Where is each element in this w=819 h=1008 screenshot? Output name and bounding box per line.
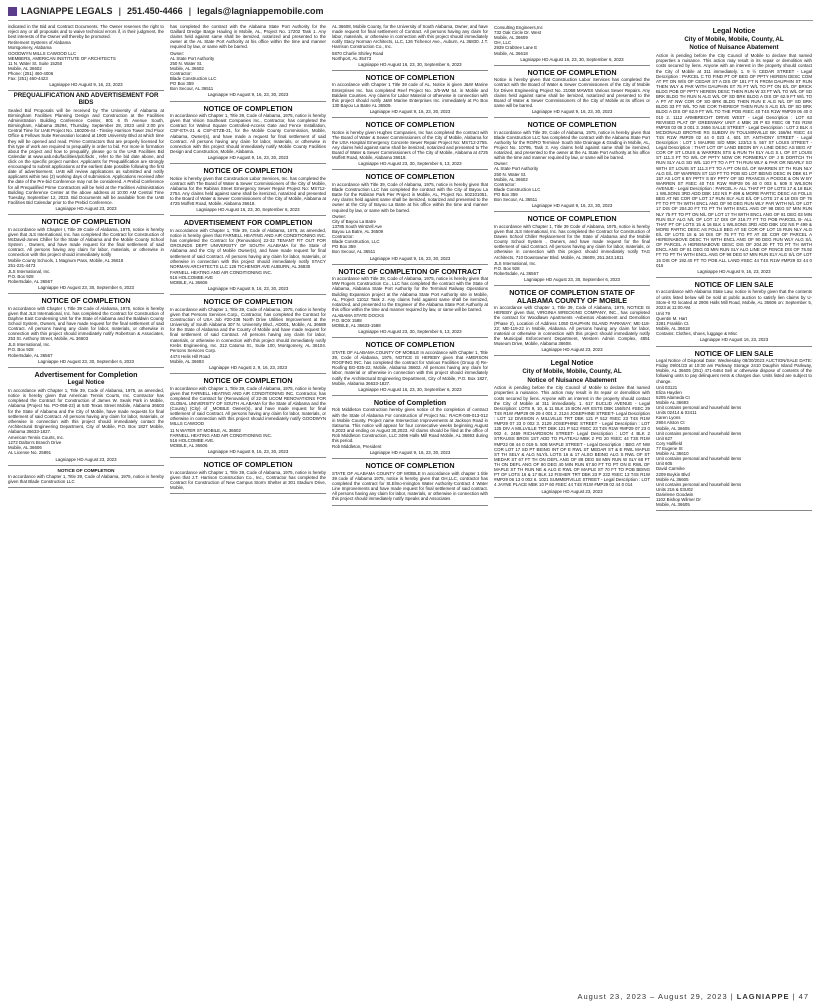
legal-notice [332, 74, 488, 114]
notice-title: NOTICE OF COMPLETION [203, 297, 293, 307]
notice-body: Action is pending before the City Council of Mobile to declare that named properties a nuisance. This action may result in its repair or demolition with costs secured by liens. Anyone with an interest in the property should contact the City of Mobile at 311 immediately. 1. 617 EUCLID AVENUE - Legal Description: LOTS 9, 10, & 11 BLK 15 BON AIR ESTS DBK 156/574 #SEC 29 T4S R1W #MP29 09 29 4 001 2. 2124 JOSEPHINE STREET- Legal Description : LOT 12 DIVISION A MILLVILLE TRT DBK 121 P 512 #SEC 23 T4S R1W #MP29 07 23 0 002 3. 2129 JOSEPHINE STREET - Legal Description : LOT 125 DIV A MILLVILLE TRT DBK 121 P 512 #SEC 23 T4S R1W #MP29 07 23 0 002 4. 2459 RICHARDSON STREET- Legal Description : LOT 4 BLK 2 STRAUSS BROS 1ST ADD TO PLATEAU MBK 2 PG 20 #SEC 44 T3S R1W #MP22 08 44 0 019 5. 508 MAPLE STREET - Legal Description : BEG AT NW COR LOT 17 SD PT BEING INT OF E RWL ST MEDAR ST & E RWL MAPLE ST TH SELY & ALG NLY/L LOTS 16 & 17 ALSO BEING ALG S RWL OF ST MEDAR ST 67 FT TH ON DEFL ANG OF 88 DEG 58 MIN RUN W SLY 68 FT TH ON DEFL ANG OF 90 DEG 40 MIN RUN 67.50 FT TO PT ON E RWL OF MAPLE ST TH RUN NE & ALG E RWL OF MAPLE ST 70 FT TO POB BEING PT OF LOTS 16 & 17 BLK 12 FISHER TRT DBK 23 P 232 #SEC 13 T4S R1W #MP29 06 13 0 002 6. 1021 SUMMERVILLE STREET - Legal Description : LOT 4 JAYNE PLACE MBK 10 P 60 #SEC 44 T4S R1W #MP29 02 44 0 014 [494, 385, 650, 488]
notice-divider [170, 163, 326, 164]
notice-divider [494, 497, 650, 498]
notice-body: indicated in the Bid and Contract Documents. The Owner reserves the right to reject any or all proposals and to waive technical errors if, in their judgment, the best interests of the Owner will thereby be promoted. [8, 24, 164, 40]
legal-notice [494, 289, 650, 352]
notice-divider [332, 505, 488, 506]
notice-divider [332, 264, 488, 265]
notice-body: Notice is hereby given that Construction Labor Services, Inc. has completed the contract with The Board of Water & Sewer Commissioners of the City of Mobile, Alabama for the Rabiran Street Emergency Sewer Repair Project No: MS712-2754. Any claims held against same shall be itemized, notarized and presented to the Board of Water & Sewer Commissioners of the City of Mobile, Alabama at 4725 Moffett Road, Mobile, Alabama 36618. [170, 175, 326, 207]
legal-notice [170, 298, 326, 370]
notice-subtitle: City of Mobile, Mobile, County, AL [522, 367, 622, 375]
notice-subtitle: Notice of Nuisance Abatement [689, 44, 779, 52]
legal-notice-columns [8, 24, 813, 982]
legal-notice [332, 121, 488, 166]
notice-address: JLS International, Inc. P.O. Box 928 Robertsdale, AL 36567 [8, 342, 53, 358]
notice-divider [332, 70, 488, 71]
publication-line: Lagniappe HD August 9, 16, 23, 30, 2023 [531, 108, 613, 114]
notice-title: Legal Notice [712, 26, 756, 35]
legal-notice [494, 359, 650, 493]
header-separator: | [118, 6, 122, 17]
legal-notice [494, 69, 650, 114]
publication-line: Lagniappe HD August 23, 30, September 6, 2023 [38, 358, 134, 364]
notice-title: NOTICE OF COMPLETION [203, 103, 293, 113]
notice-address: Retirement Systems of Alabama Montgomery, Alabama GOODWYN MILLS CAWOOD LLC MEMBERS, AMERICAN INSTITUTE OF ARCHITECTS 11 N. Water St. Suite 15250 Mobile, AL 36602 Phone: (251) 460-4006 Fax: (251) 460-4423 [8, 40, 116, 82]
publication-line: Lagniappe HD August 23, 30, September 6, 2023 [524, 276, 620, 282]
publication-line: Lagniappe HD August 9, 16, 23, 30, 2023 [207, 286, 289, 292]
notice-body: STATE OF ALABAMA COUNTY OF MOBILE In accordance with chapter 1 title 39 code of Alabama 1975, notice is hereby given that GH,LLC, contractor has completed the contract for St.Elmo-Irvington Water Authority-Contract 4 Water Line Improvements and have made request for final settlement of said contract. All persons having any claim for labor, materials, or otherwise in connection with this project should immediately notify Speaks and Associates [332, 470, 488, 502]
notice-title: NOTICE OF COMPLETION [527, 120, 617, 130]
notice-divider [8, 90, 164, 91]
notice-body: In accordance with Chapter 1, Title 39 Code of Alabama, 1975, notice is hereby given that JLS International, Inc. has completed the Contract for Construction of Dawes School Chiller Replacement for the State of Alabama and the Mobile County School System , Owners, and have made request for the final settlement of said Contract. All persons having any claim for labor, materials, or otherwise in connection with this project should immediately notify TAG Architects, 710 Downtowner Blvd. Mobile, AL 36609, 251.343.1811 [494, 223, 650, 260]
notice-body: In accordance with Title 39, Code of Alabama, 1975, notice is hereby given that MW Rogers Construction Co., LLC has completed the contract with the State of Alabama, Alabama State Port Authority for the Terminal Railway Operations Building Expansion project at the Alabama State Port Authority site in Mobile, AL, Project 11012 Task 2. Any claims held against same shall be itemized, notarized, and presented to the Engineer of the Alabama State Port Authority at this office within the time and manner required by law, or same will be barred. [332, 276, 488, 312]
legal-notice [332, 341, 488, 391]
publication-line: Lagniappe HD August 9, 16, 23, 2023 [49, 82, 123, 88]
notice-body: has completed the contract with the Alabama State Port Authority for the Gaillard Dredge Barge Hauling in Mobile, AL, Project No. 17202 Task 1. Any claims held against same shall be itemized, notarized and presented to the owner at the AL State Port Authority at his office within the time and manner required by law, or same with be barred. [170, 24, 326, 50]
notice-address: Unit 03121 Eliza Hayden 5205 Alameda Ct Mobile AL 36693 Unit contains personal and household items Units 02414 & 02411 Karen Lyons 2904 Alston Ct Mobile, AL 36605 Unit contains personal and household items Unit 627 Cory Hallfield 77 Eugene St Mobile AL 36610 Unit contains personal and household items Unit 605 David Carmike 2209 Boykin Blvd Mobile AL 36605 Unit contains personal and household items Units 216 & 03U02 Darielene Goodwin 1102 Bishop Wilmer Dr Mobile, AL 36605 [656, 384, 742, 508]
publication-line: Lagniappe HD August 23, 30, September 6, 2023 [38, 284, 134, 290]
notice-address: Owner: AL State Port Authority 250 N. Water St. Mobile, AL 36602 Contractor: Blade Construction LLC PO Box 359 Bon Secour, AL 36511 [170, 50, 217, 92]
publication-line: Lagniappe HD August 23, 2023 [541, 347, 603, 353]
notice-body: AL 36608, Mobile County, for the University of South Alabama, Owner, and have made request for final settlement of Contract. All persons having any claim for labor, materials, or otherwise in connection with this project should immediately notify Stacy Norman Architects, LLC, 126 Tichenor Ave., Auburn, AL 36830. J.T. Harrison Construction Co., Inc. [332, 24, 488, 50]
page-header [8, 4, 813, 19]
page-footer: August 23, 2023 – August 29, 2023 | LAGNIAPPE | 47 [577, 992, 809, 1002]
notice-body: STATE OF ALABAMA COUNTY OF MOBILE In accordance with Chapter 1, Title 39, Code of Alabama, 1975, NOTICE IS HEREBY given that AMERSON ROOFING INC. has completed the contract for Various Facilities (Group 4) Re-Roofing BG-035-22, Mobile, Alabama 36602. All persons having any claim for labor, material or otherwise in connection with this project should immediately notify the Architectural Engineering Department, City of Mobile, P.O. Box 1827, Mobile, Alabama 36633-1827. [332, 349, 488, 386]
header-phone: 251.450-4466 [127, 6, 183, 17]
notice-body: Rob Middleton Construction hereby gives notice of the completion of contract with the State of Alabama For construction of Project No.: RACR-049-013-012 in Mobile County. Project name Intersection Improvements at Jackson Road in Satsuma. This notice will appear for four consecutive weeks beginning August 9,2023 and ending on August 30,2023. All claims should be filed at the office of Rob Middleton Construction, LLC 3496 Halls Mill Road Mobile, AL 36693 during this period. [332, 407, 488, 444]
notice-body: In accordance with Chapter I, Title 39 Code of Alabama, 1975, notice is hereby given that JLS International, Inc. has completed the Contract for Construction of McDavid-Jones Chiller for the State of Alabama and the Mobile County School System , Owners, and have made request for the final settlement of said contract. All persons having any claim for labor, materials, or otherwise in connection with this project should immediately notify [8, 226, 164, 258]
notice-body: Legal Notice of Disposal Date: Wednesday 08/30/2023 AUCTION/SALE DATE: Friday 09/01/23 at 10:30 am Parkway Storage 2410 Dauphin Island Parkway, Mobile, AL 36605 (251) 471-6464 Sell or otherwise dispose of contents of the following units to pay delinquent rents & charges due. Units listed are subject to change. [656, 358, 812, 384]
notice-divider [332, 458, 488, 459]
publication-line: Lagniappe HD August 16, 23, 2023 [699, 337, 769, 343]
legal-notice [332, 173, 488, 260]
notice-address: Consulting Engineers,Inc 732 Oak Circle Dr. West Mobile, AL 36609 GH, LLC 2939 Crabtree Lane E Mobile, AL 36618 [494, 25, 543, 56]
legal-notice [170, 167, 326, 212]
footer-brand: LAGNIAPPE [736, 992, 790, 1002]
notice-address: JLS International, Inc. P.O. Box 928 Robertsdale, AL 36567 [494, 260, 539, 276]
publication-line: Lagniappe HD August 16, 23, 30, September 6, 2023 [358, 386, 462, 392]
notice-title: NOTICE OF COMPLETION [365, 172, 455, 182]
section-title: LAGNIAPPE LEGALS [21, 6, 113, 17]
notice-heading: NOTICE OF COMPLETION [57, 467, 115, 473]
notice-body: In accordance with Title 39, Code of Alabama, 1975, notice is hereby given that Blade Construction LLC has completed the contract with the Alabama State Port Authority for the RO/RO Terminal- South Site Drainage & Grading in Mobile, AL, Project No. 10795, Task 3. Any claims held against same shall be itemized, notarized, and presented to the owner at the AL State Port Authority at his office within the time and manner required by law, or same will be barred. [494, 129, 650, 161]
legal-notice [8, 93, 164, 211]
publication-line: Lagniappe HD August 16, 23, 30, September 6, 2023 [196, 207, 300, 213]
notice-divider [656, 346, 812, 347]
publication-line: Lagniappe HD August 9, 16, 23, 30, 2023 [207, 154, 289, 160]
notice-title: NOTICE OF LIEN SALE [694, 348, 774, 358]
notice-divider [494, 355, 650, 356]
notice-subtitle: PREQUALIFICATION AND ADVERTISEMENT FOR BIDS [13, 92, 159, 107]
notice-body: In accordance with Chapter 1 Title 39 code of AL. Notice is given J&W Marine Enterprises Inc. has completed Reef Project No. 2/5-WM 54. in Mobile and Baldwin Counties. Any claims for Labor Material or otherwise in connection with this project should notify J&W Marine Enterprises Inc. immediately at Po Box 130 Bayou La Batre AL 36509. [332, 82, 488, 108]
notice-title: NOTICE OF COMPLETION [527, 67, 617, 77]
notice-address: 5870 Charlie Shirley Road Northport, AL 35473 [332, 50, 384, 61]
notice-title: NOTICE OF COMPLETION [203, 460, 293, 470]
legal-notice [170, 219, 326, 291]
publication-line: Lagniappe HD August 9, 16, 23, 30, 2023 [207, 92, 289, 98]
publication-line: Lagniappe HD August 16, 23, 30, September 6, 2023 [358, 61, 462, 67]
legal-notice [8, 24, 164, 87]
legal-notice [8, 297, 164, 364]
notice-address: Mobile County Schools, 1 Magnum Pass, Mobile, AL 36618 251-221-4473 JLS International, Inc. P.O. Box 928 Robertsdale, AL 36567 [8, 258, 124, 284]
legal-notice [332, 268, 488, 335]
column-2 [170, 24, 326, 982]
header-email: legals@lagniappemobile.com [197, 6, 324, 17]
notice-divider [494, 117, 650, 118]
legal-notice [494, 121, 650, 208]
notice-body: In accordance with Chapter I, Title 39 Code of Alabama, 1975, notice is hereby given that JLS International, Inc. has completed the Contract for Construction of Daphne East Condensing Unit for the State of Alabama and the Baldwin County School System, Owners, and have made request for the final settlement of said Contract. All persons having any claim for labor, materials, or otherwise in connection with this project should immediately notify Robertson & Associates, 253 St. Anthony Street, Mobile, AL 36603 [8, 305, 164, 342]
legal-notice [332, 24, 488, 67]
notice-divider [494, 285, 650, 286]
notice-divider [332, 395, 488, 396]
notice-body: Action is pending before the City Council of Mobile to declare that named properties a nuisance. This action may result in its repair or demolition with costs secured by liens. Anyone with an interest in the property should contact the City of Mobile at 311 immediately. 1. 9 ½ CEDAR STREET - Legal Description : PARCEL C TO FIND PT OF BEG OF PPTY HEREIN DESC COM AT PT ON W/S OF CEDAR ST A DIS OF 181 FT N FROM DAUPHIN ST RUN THEN WLY & PAR WITH DAUPHIN ST 75 FT W/L TO PT ON E/L OF BRICK BLDG POB OF PPTY HEREIN DESC THEN RUN W 33 FT W/L TO W/L OF SD BRK BLDG TH RUN N ALG W/L OF SD BRK BLDG A DIS OF 62.9 FT W/L TO A PT AT NW COR OF SD BRK BLDG THEN RUN E ALG N/L OF SD BRK BLDG 33 FT W/L TO NE COR THEREOF THEN RUN S ALG E/L OF SD BRK BLDG A DIS OF 62.9 FT W/L TO THE POB #SEC 40 T4S R1W #MP29 06 40 0 010 2. 1112 ARMBRECHT DRIVE WEST - Legal Description : LOT 63 REVISED PLAT OF GREENWAY UNIT 4 MBK 28 P 83 #SEC 08 T4S R2W #MP28 03 08 3 001 3. 2656 SALLE STREET - Legal Description : LOT 2 BLK 4 MCDONALD BROTHE RS SUBDIV IN TOULMINVILLE BK 156/94 #SEC 44 T4S R1W #MP29 02 44 0 023 4. 601 ST. ANTHONY STREET - Legal Description : LOT 1 MAURIE S/D MBK 123/13 5. 557 ST LOUIS STREET - Legal Description : THAT LOT OF LAND BEGIN BY A LINE DESC AS BEG AT COR OF ST LOUIS & WARREN STS & RUN TH ELY ALG S L OF ST LOUIS ST 111.3 FT TO W/L OF PPTY NOW OR FORMERLY OF J B DORTCH TH RUN SLY ALG SD W/L 110 FT TO A PT TH RUN WLY & PAR OR NEARLY SO WITH ST LOUIS ST 111.3 FT TO A PT ON E/L OF WARREN ST TH RUN NLY ALG E/L OF WARREN ST 110 FT TO POB SD LOT BEING DESC IN DBK 61 P 157 AS LOT 6 BY PPTY S BY PPTY OF SD FRANCIS A POGGE & ON W BY WARREN ST #SEC 40 T4S R1W #MP29 06 40 0 003 6. 609 S WILSON AVENUE - Legal Description : PARCEL A- ALL THAT PT OF LOTS 17 & 18 BLK 1 WILSONS 3RD ADD DBK 102 NS P 499 & MORE PARTIC DESC AS FOLLS BEG AT NE COR OF LOT 17 RUN SLY ALG E/L OF LOTS 17 & 18 DIS OF 75 FT TO PT TH WITH ENCL ANG OF 90 DEG RUN WLY PAR WITH N/L OF LOT 17 DIS OF 204.20 FT TO PT TH WITH ENCL ANG OF 98 DEG 57 MIN RUN NLY 75 FT TO PT ON N/L OF LOT 17 TH WITH ENCL ANG OF 81 DEG 03 MIN RUN ELY ALG N/L OF LOT 17 DIS OF 216.77 FT TO POB PARCEL B- ALL THAT PT OF LOTS 15 & 16 BLK 1 WILSONS 3RD ADD DBK 102 NS P 499 & MORE PARTIC DESC AS FOLLS BEG AT SE COR OF LOT 15 RUN NLY ALG E/L OF LOTS 15 & 16 DIS OF 75 FT TO PT AT SE COR OF PARCEL A HEREINABOVE DESC TH WITH ENCL ANG OF 90 DEG RUN WLY ALG S/L OF PARCEL A HEREINABOVE DESC DIS OF 204.20 FT TO PT TH WITH ENCL ANG OF 81 DEG 03 MIN RUN SLY ALG LINE OF FENCE DIS OF 75.92 FT TO PT TH WITH ENCL ANG OF 98 DEG 57 MIN RUN ELY ALG S/L OF LOT 15 DIS OF 192.40 FT TO POB ALL LAND #SEC 44 T4S R1W #MP29 02 44 0 015 [656, 53, 812, 268]
notice-body: Notice is hereby given Hughes Companies, Inc has completed the contract with The Board of Water & Sewer Commissioners of the City of Mobile, Alabama for the USA Hospital Emergency Concrete Sewer Repair Project No: MS712-2755. Any claims held against same shall be itemized, notarized and presented to The Board of Water & Sewer Commissioners of The City of Mobile, Alabama at 4725 Moffett Road, Mobile, Alabama 36618. [332, 129, 488, 161]
legal-notice [170, 461, 326, 490]
notice-title: NOTICE OF COMPLETION [41, 296, 131, 305]
publication-line: Lagniappe HD August 9, 16, 23, 30, 2023 [207, 449, 289, 455]
notice-address: ALABAMA STATE DOCKS P.O. BOX 1588 MOBILE, AL 36633-1588 [332, 312, 385, 329]
publication-line: Lagniappe HD August 2, 9, 16, 23, 2023 [208, 365, 288, 371]
notice-divider [170, 215, 326, 216]
legal-notice [170, 105, 326, 161]
notice-body: In accordance with Chapter 1, Title 39, Code of Alabama, 1975, NOTICE IS HEREBY given that, VIRGINIA WRECKING COMPANY, INC., has completed the contract for Woodlawn Apartments -Asbestos Abatement and Demolition (Phase 2), Location of Address 1050 DAUPHIN ISLAND PARKWAY; ME-118-22; ME-119-22 in Mobile, Alabama. All persons having any claim for labor, material or otherwise in connection with this project should immediately notify the Municipal Enforcement Department, Western Admin Complex, 4851 Museum Drive, Mobile, Alabama 36608. [494, 305, 650, 346]
notice-title: NOTICE OF COMPLETION [365, 340, 455, 350]
notice-body: In accordance with Chapter 1, Title 39, Code of Alabama, 1975, as amended, notice is hereby given that American Tennis Courts, Inc. Contractor has completed the Contract for Construction of James W. Seals Park in Mobile, Alabama (Project No. PO-058-22) at 540 Texas Street Mobile, Alabama 36603 for the State of Alabama and the City of Mobile, have made requests for final settlement of said Contract. All persons having any claim for labor, materials, or otherwise in connection with this project should immediately contact the Architectural Engineering Department, City of Mobile, P.O. Box 1827 Mobile, Alabama 36633-1827. [8, 388, 164, 435]
notice-title: NOTICE OF COMPLETION [365, 461, 455, 471]
legal-notice [8, 371, 164, 462]
notice-body: Notice is hereby given that Construction Labor Services has completed the contract with the Board of Water & Sewer Commissioners of the City of Mobile for Driven Engineering Project No. 21068 MAWSS Various Sewer Repairs. Any claims held against same shall be itemized, notarized and presented to the Board of Water & Sewer Commissioners of the City of Mobile at its offices or same will be barred. [494, 77, 650, 108]
page-number: 47 [798, 992, 809, 1002]
legal-notice [494, 25, 650, 62]
notice-title: ADVERTISEMENT FOR COMPLETION [183, 218, 313, 228]
notice-divider [8, 487, 164, 488]
notice-body: In accordance with Chapter 1, Title 39, Code of Alabama, 1975, notice is hereby given that Persons Services Corp., Contractor, has completed the Contract for Construction of USA Job #20-338 North Drive Utilities Improvement at the University of South Alabama 307 N. University Blvd., AD001, Mobile, AL 36688 for the State of Alabama and the County of Mobile and have made request for final settlement of said Contract. All persons having any claim for labor, materials, or otherwise in connection with this project should immediately notify Krebs Engineering, Inc. 312 Catoma St., Suite 100, Montgomery, AL 36104. Persons Services Corp. [170, 306, 326, 353]
column-5 [656, 24, 812, 982]
publication-line: Lagniappe HD August 23, 2023 [541, 488, 603, 494]
notice-body: In accordance with Title 39, Code of Alabama, 1975, notice is hereby given that Blade Construction LLC has completed the contract with the City of Bayou La Batre for the Rabiran Park Pier Project in Mobile, AL, Project No. 502101051. Any claims held against same shall be itemized, notarized and presented to the owner at the City of Bayou La Batre at his office within the time and manner required by law, or same with be barred. [332, 181, 488, 213]
publication-line: Lagniappe HD August 23, 2023 [55, 456, 117, 462]
notice-address: Rob Middleton, President [332, 444, 382, 450]
notice-address: Unit 79 Quentin M. Hart 3281 Franklin Ct. Mobile, AL 36618 Contains: Clothes, shoes, luggage & Misc [656, 310, 738, 337]
notice-divider [656, 510, 812, 511]
legal-notice [8, 468, 164, 485]
publication-line: Lagniappe HD August 9, 16, 23, 30, 2023 [369, 108, 451, 114]
notice-divider [170, 294, 326, 295]
notice-title: Notice of Completion [373, 397, 447, 407]
notice-divider [332, 169, 488, 170]
notice-address: Owner: City of Bayou La Batre 13785 South Wintzell Ave Bayou La Batre, AL 36509 Contractor: Blade Construction, LLC PO Box 359 Bon Secour, AL 36511 [332, 213, 384, 255]
notice-divider [8, 214, 164, 215]
notice-divider [8, 465, 164, 466]
notice-divider [8, 367, 164, 368]
notice-body: In accordance with Chapter 1, Title 39, Code of Alabama, 1975, notice is hereby given that Vision Southeast Companies Inc., Contractor, has completed the Contract for Walnut Square Controlled-Access Gate and Fence Installation, CSF-ETA-21 & CSF-ETZB-21, for the Mobile County Commission, Mobile, Alabama, Owner(s), and have made a request for final settlement of said Contract. All persons having any claim for labor, materials, or otherwise in connection with this project should immediately notify Mobile County Facilities Design and Construction, Mobile, Alabama. [170, 113, 326, 154]
notice-subtitle: Legal Notice [67, 379, 105, 387]
column-3 [332, 24, 488, 982]
legal-notice [332, 399, 488, 456]
header-rule [8, 20, 813, 21]
notice-title: NOTICE OF COMPLETION [365, 120, 455, 130]
notice-body: Sealed Bid Proposals will be received by The University of Alabama at Birmingham Facilities Planning Design and Construction at the Facilities Administration Building Conference Center, 801 6 th Avenue South, Birmingham, Alabama 35294, Thursday, September 28, 2023 until 2:00 pm Central Time for UAB Project No. 160206-44 - Tinsley Harrison Tower 2nd Floor Office & Fellows Suite Renovation located at 1900 University Blvd at which time they will be opened and read. Prime Contractors that are properly licensed for this type of work are required to prequalify in order to bid. For more in formation about the project and how to prequalify, please go to the UAB Facilities Bid Calendar at www.uab.edu/facilities/pdc/bids , refer to the bid date above, and click on the specific project number. Applicants for Prequalification are strongly encouraged to submit applications at the earliest date possible following the first date of advertisement. UAB will review applications as submitted and notify applicants within two (2) working days of submission. Applications received after the date of the Pre-bid Conference may not be considered. A Prebid Conference for all Prequalified Prime Contractors will be held at the Facilities Administration Building Conference Center at the above address at 10:00 AM Central Time Tuesday, September 12, 2023. Bid Documents will be available from the UAB Facilities Bid Calendar prior to the Prebid Conference. [8, 107, 164, 205]
notice-address: 4474 Helis Hill Road Mobile, AL 36693 [170, 353, 210, 364]
notice-body: In accordance with Chapter 1, Title 39, Code of Alabama, 1975, notice is hereby given that J.T. Harrison Construction Co., Inc., Contractor has completed the Contract for Construction of New Campus Storm Shelter at 301 Stadium Drive, Mobile, [170, 469, 326, 491]
notice-divider [8, 293, 164, 294]
publication-line: Lagniappe HD August 16, 23, 30, September 6, 2023 [520, 56, 624, 62]
notice-divider [170, 457, 326, 458]
publication-line: Lagniappe HD August 9, 16, 23, 30, 2023 [369, 255, 451, 261]
legal-notice [170, 24, 326, 98]
column-4 [494, 24, 650, 982]
notice-title: NOTICE OF COMPLETION STATE OF ALABAMA COUNTY OF MOBILE [509, 288, 635, 305]
notice-body: In accordance with Alabama State Law, notice is hereby given that the contents of units listed below will be sold at public auction to satisfy lien claims by U-Store-it #2 located at 2906 Halls Mill Road, Mobile, AL 36606 on: September 5, 2023 at 11:00 AM. [656, 289, 812, 310]
legal-notice [170, 377, 326, 454]
notice-title: NOTICE OF COMPLETION [365, 72, 455, 82]
notice-title: NOTICE OF COMPLETION [527, 214, 617, 224]
notice-divider [332, 337, 488, 338]
publication-line: Lagniappe HD August 23, 30, September 6, 13, 2023 [358, 161, 462, 167]
notice-divider [656, 277, 812, 278]
legal-notice [656, 27, 812, 274]
notice-body: In accordance with Chapter 1, Title 39, Code of Alabama, 1975, notice is hereby given that Blade Construction LLC [8, 474, 164, 485]
notice-divider [170, 101, 326, 102]
notice-subtitle: Notice of Nuisance Abatement [527, 376, 617, 384]
header-separator: | [188, 6, 192, 17]
notice-title: NOTICE OF COMPLETION [41, 217, 131, 227]
notice-body: In accordance with Chapter 1, Title 39, Code of Alabama, 1975, notice is hereby given that FARNELL HEATING AND AIR CONDITIONING INC. Contractor, has completed the Contract for (Renovation) of 22-35 UCOM RENOVATIONS FOR GLOBAL UNIVERSITY OF SOUTH ALABAMA for the State of Alabama and the (County) (City) of _MOBILE Owner(s), and have made request for final settlement of said Contract. All persons having any claim for labor, materials, or otherwise in connection with this project should immediately notify GOODWYN MILLS CAWOOD [170, 385, 326, 427]
notice-address: American Tennis Courts, Inc. 1272 Dalton's Branch Drive Mobile, AL 36606 AL License No. 25891 [8, 435, 65, 456]
publication-line: Lagniappe HD August 9, 16, 23, 30, 2023 [531, 203, 613, 209]
publication-line: Lagniappe HD August 23, 2023 [55, 206, 117, 212]
issue-dates: August 23, 2023 – August 29, 2023 [577, 992, 728, 1002]
legal-notice [656, 350, 812, 508]
notice-divider [494, 211, 650, 212]
notice-address: Owner: AL State Port Authority 250 N. Water St. Mobile, AL 36602 Contractor: Blade Construction LLC PO Box 359 Bon Secour, AL 36511 [494, 161, 541, 203]
notice-divider [494, 65, 650, 66]
notice-title: NOTICE OF LIEN SALE [694, 279, 774, 289]
legal-notice [656, 281, 812, 343]
notice-title: Advertisement for Completion [34, 369, 138, 379]
notice-subtitle: City of Mobile, Mobile, County, AL [684, 35, 784, 43]
notice-title: Legal Notice [550, 358, 594, 368]
notice-title: NOTICE OF COMPLETION [203, 166, 293, 176]
section-marker [8, 7, 17, 16]
legal-notice [332, 462, 488, 501]
legal-notice [494, 215, 650, 282]
publication-line: Lagniappe HD August 9, 16, 23, 30, 2023 [369, 450, 451, 456]
notice-title: NOTICE OF COMPLETION [203, 376, 293, 386]
notice-divider [332, 117, 488, 118]
notice-title: NOTICE OF COMPLETION OF CONTRACT [338, 266, 482, 276]
notice-body: In accordance with Chapter 1, Title 39, Code of Alabama, 1975, as amended, notice is hereby given that FARNELL HEATING AND AIR CONDITIONING INC. has completed the Contract for (Renovation) 22-32 TENANT FIT OUT FOR GROUNDS DEPT UNIVERSITY OF SOUTH ALABAMA for the State of Alabama and the City of Mobile Owner(s), and have made request for final settlement of said Contract. All persons having any claim for labor, materials, or otherwise in connection with this project should immediately notify STACY NORMAN ARCHITECTS LLC 126 TICHENOR AVE AUBURN, AL 36830 [170, 227, 326, 269]
column-1 [8, 24, 164, 982]
notice-divider [170, 493, 326, 494]
legal-notice [8, 218, 164, 290]
publication-line: Lagniappe HD August 23, 30, September 6, 13, 2023 [358, 329, 462, 335]
notice-divider [170, 373, 326, 374]
publication-line: Lagniappe HD August 9, 16, 23, 2023 [697, 268, 771, 274]
notice-address: FARNELL HEATING AND AIR CONDITIONING INC. 516 HOLCOMBE AVE MOBILE, AL 36606 [170, 269, 272, 286]
notice-address: 11 N WATER ST MOBILE, AL 36602 FARNELL HEATING AND AIR CONDITIONING INC. 516 HOLCOMBE AVE. MOBILE, AL 36606 [170, 427, 272, 448]
